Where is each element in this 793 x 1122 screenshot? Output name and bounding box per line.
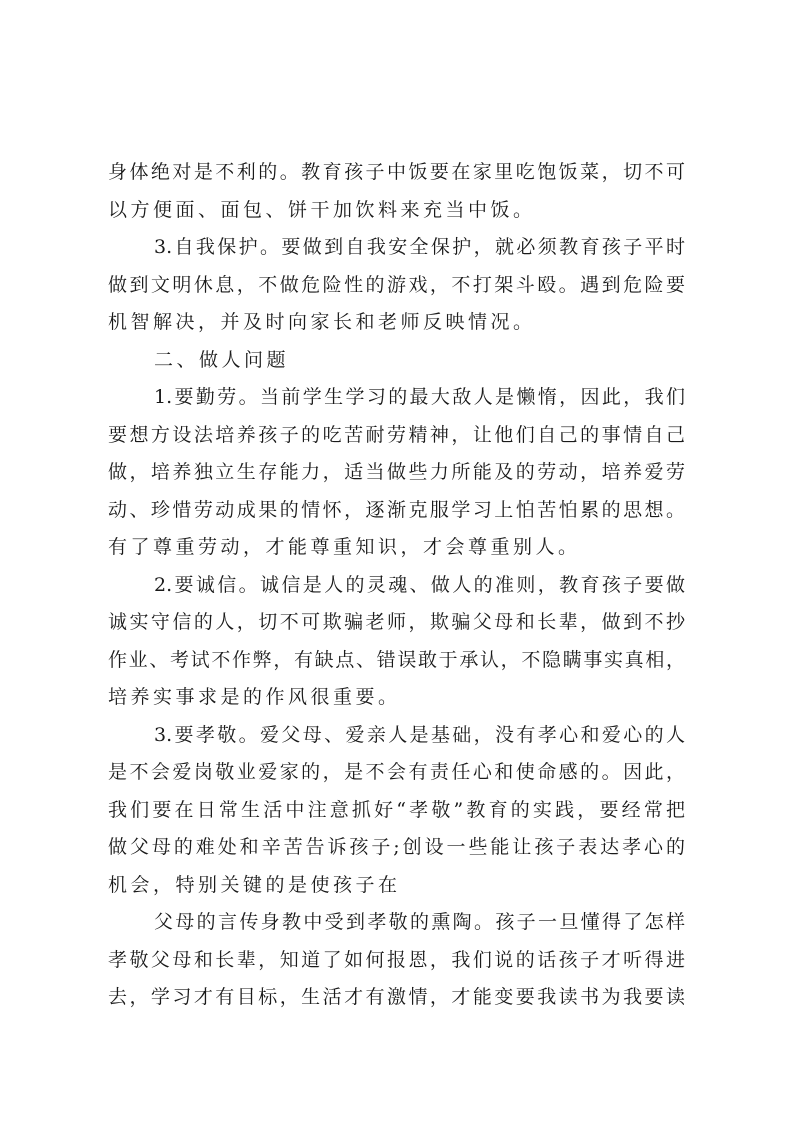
text-line: 作业、考试不作弊，有缺点、错误敢于承认，不隐瞒事实真相， [108,648,685,671]
text-line: 做到文明休息，不做危险性的游戏，不打架斗殴。遇到危险要 [108,273,685,296]
text-line: 做父母的难处和辛苦告诉孩子;创设一些能让孩子表达孝心的 [108,836,685,858]
text-line: 机智解决，并及时向家长和老师反映情况。 [108,311,536,333]
text-line: 我们要在日常生活中注意抓好“孝敬”教育的实践，要经常把 [108,798,685,821]
text-line: 是不会爱岗敬业爱家的，是不会有责任心和使命感的。因此， [108,761,685,783]
text-line: 培养实事求是的作风很重要。 [108,686,401,708]
text-line: 诚实守信的人，切不可欺骗老师，欺骗父母和长辈，做到不抄 [108,611,685,633]
text-line: 机会，特别关键的是使孩子在 [108,873,401,896]
text-line: 做，培养独立生存能力，适当做些力所能及的劳动，培养爱劳 [108,461,685,483]
text-line: 以方便面、面包、饼干加饮料来充当中饭。 [108,198,536,221]
text-line: 身体绝对是不利的。教育孩子中饭要在家里吃饱饭菜，切不可 [108,161,685,183]
text-line: 有了尊重劳动，才能尊重知识，才会尊重别人。 [108,536,581,558]
text-line: 3.要孝敬。爱父母、爱亲人是基础，没有孝心和爱心的人 [154,723,685,746]
text-line: 2.要诚信。诚信是人的灵魂、做人的准则，教育孩子要做 [154,573,685,596]
text-line: 去，学习才有目标，生活才有激情，才能变要我读书为我要读 [108,986,685,1008]
text-line: 要想方设法培养孩子的吃苦耐劳精神，让他们自己的事情自己 [108,423,685,446]
text-line: 孝敬父母和长辈，知道了如何报恩，我们说的话孩子才听得进 [108,948,685,971]
text-line: 3.自我保护。要做到自我安全保护，就必须教育孩子平时 [154,236,685,258]
document-page [108,154,685,1017]
text-line: 动、珍惜劳动成果的情怀，逐渐克服学习上怕苦怕累的思想。 [108,498,685,521]
text-line: 1.要勤劳。当前学生学习的最大敌人是懒惰，因此，我们 [154,386,685,408]
text-line: 父母的言传身教中受到孝敬的熏陶。孩子一旦懂得了怎样 [154,911,685,933]
text-line: 二、做人问题 [154,348,290,371]
